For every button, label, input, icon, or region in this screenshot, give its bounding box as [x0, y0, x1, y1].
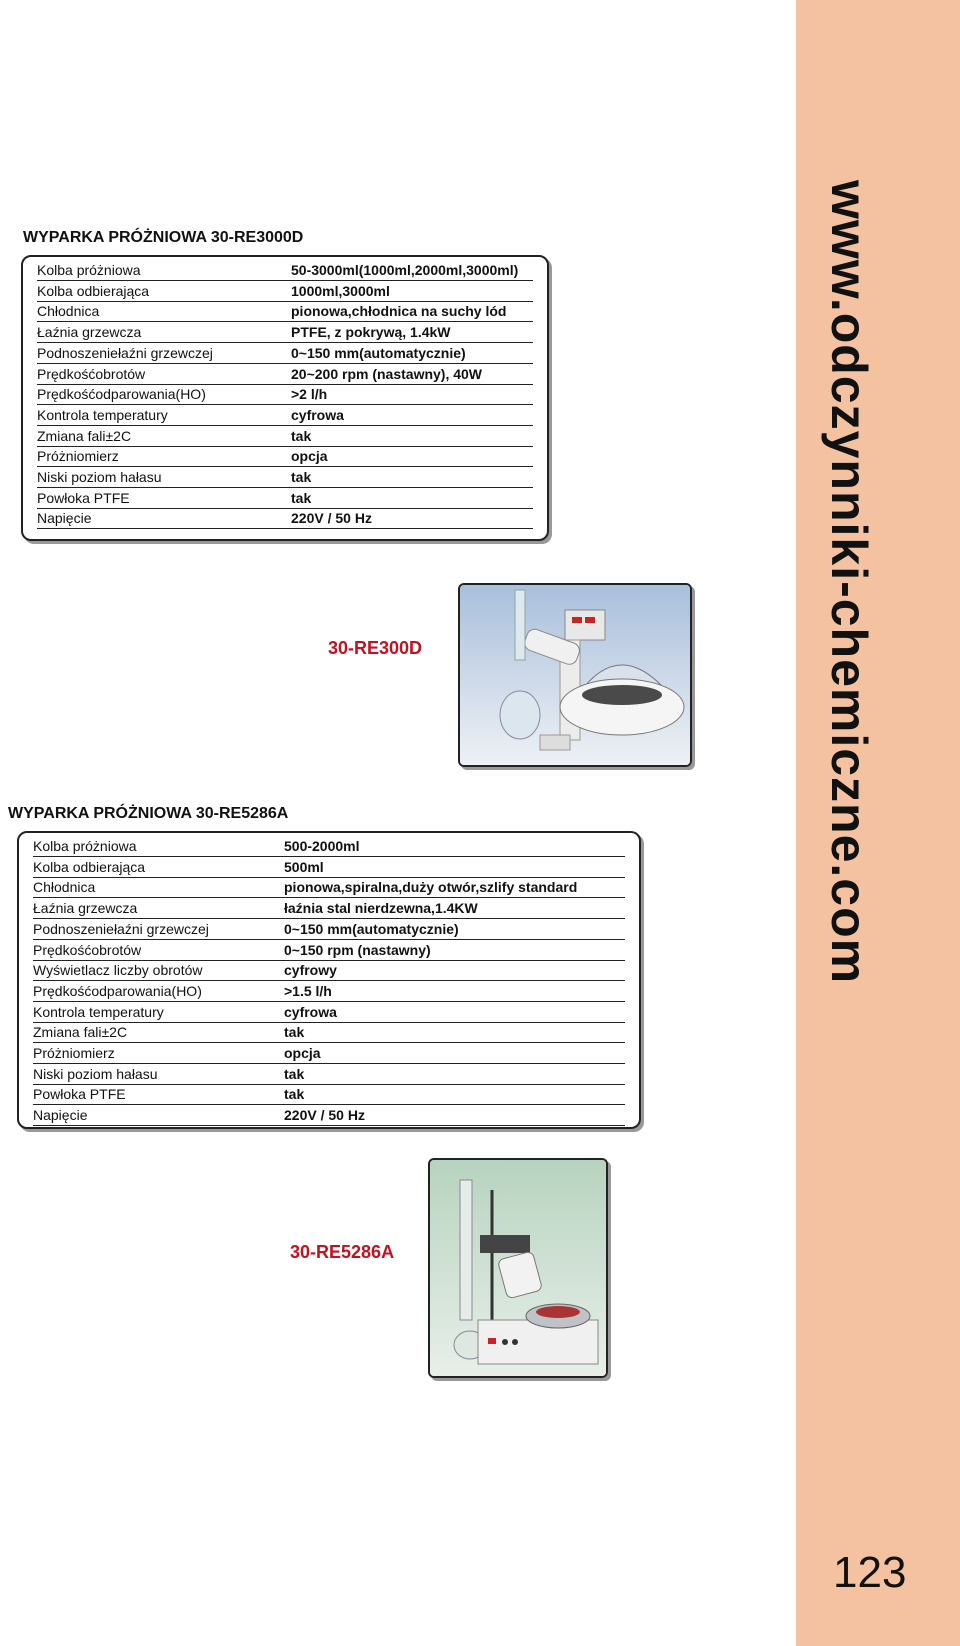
spec-value: cyfrowa: [284, 1003, 337, 1020]
product-photo: [428, 1158, 608, 1378]
spec-value: >1.5 l/h: [284, 982, 332, 999]
site-url: www.odczynniki-chemiczne.com: [821, 180, 877, 985]
spec-value: 0~150 mm(automatycznie): [291, 344, 466, 361]
spec-label: Kolba próżniowa: [37, 262, 141, 278]
spec-label: Próżniomierz: [37, 448, 119, 465]
table-row: [33, 1083, 625, 1105]
spec-label: Chłodnica: [33, 879, 96, 896]
spec-label: Kontrola temperatury: [33, 1003, 164, 1020]
spec-label: Prędkośćodparowania(HO): [37, 386, 206, 403]
spec-value: 220V / 50 Hz: [291, 510, 372, 527]
spec-label: Niski poziom hałasu: [37, 469, 162, 485]
spec-label: Kontrola temperatury: [37, 406, 168, 423]
spec-label: Wyświetlacz liczby obrotów: [33, 962, 203, 979]
spec-label: Powłoka PTFE: [33, 1086, 126, 1103]
model-label: 30-RE300D: [328, 638, 423, 658]
table-row: [37, 445, 533, 467]
table-row: [37, 363, 533, 385]
spec-value: 500-2000ml: [284, 838, 360, 854]
spec-label: Powłoka PTFE: [37, 489, 130, 506]
spec-label: Podnoszeniełaźni grzewczej: [37, 344, 213, 361]
spec-label: Napięcie: [33, 1107, 88, 1124]
table-row: [37, 466, 533, 488]
spec-label: Napięcie: [37, 510, 92, 527]
model-label: 30-RE5286A: [290, 1242, 395, 1262]
table-row: [37, 507, 533, 529]
spec-value: opcja: [291, 448, 328, 465]
spec-value: 50-3000ml(1000ml,2000ml,3000ml): [291, 262, 519, 278]
spec-label: Kolba odbierająca: [33, 858, 146, 875]
spec-value: 20~200 rpm (nastawny), 40W: [291, 365, 483, 382]
table-row: [37, 259, 533, 281]
spec-value: 220V / 50 Hz: [284, 1107, 365, 1124]
spec-label: Prędkośćobrotów: [37, 365, 146, 382]
spec-value: tak: [291, 427, 312, 444]
spec-value: 500ml: [284, 858, 324, 875]
table-row: [33, 1104, 625, 1126]
spec-value: tak: [284, 1065, 305, 1082]
spec-value: 0~150 rpm (nastawny): [284, 941, 431, 958]
spec-value: pionowa,spiralna,duży otwór,szlify standard: [284, 879, 578, 896]
spec-value: 1000ml,3000ml: [291, 282, 390, 299]
spec-label: Prędkośćodparowania(HO): [33, 982, 202, 999]
spec-label: Kolba próżniowa: [33, 838, 137, 854]
table-row: [33, 980, 625, 1002]
spec-value: cyfrowy: [284, 962, 337, 979]
table-row: [37, 280, 533, 302]
spec-value: opcja: [284, 1045, 321, 1061]
section-title: WYPARKA PRÓŻNIOWA 30-RE5286A: [8, 805, 289, 822]
spec-label: Próżniomierz: [33, 1045, 115, 1061]
spec-value: pionowa,chłodnica na suchy lód: [291, 303, 507, 320]
table-row: [37, 425, 533, 447]
spec-value: tak: [291, 489, 312, 506]
table-row: [33, 1063, 625, 1085]
spec-label: Niski poziom hałasu: [33, 1065, 158, 1082]
spec-label: Prędkośćobrotów: [33, 941, 142, 958]
spec-value: łaźnia stal nierdzewna,1.4KW: [284, 900, 478, 917]
spec-label: Kolba odbierająca: [37, 282, 150, 299]
table-row: [37, 300, 533, 322]
spec-label: Zmiana fali±2C: [33, 1024, 128, 1041]
spec-value: cyfrowa: [291, 406, 344, 423]
table-row: [33, 939, 625, 961]
spec-value: 0~150 mm(automatycznie): [284, 920, 459, 937]
table-row: [33, 918, 625, 940]
spec-value: tak: [284, 1024, 305, 1041]
spec-table: [17, 831, 641, 1129]
table-row: [33, 897, 625, 919]
spec-label: Łaźnia grzewcza: [33, 900, 138, 917]
spec-table: [21, 255, 549, 541]
spec-label: Chłodnica: [37, 303, 100, 320]
table-row: [33, 1001, 625, 1023]
product-photo: [458, 583, 692, 767]
table-row: [33, 959, 625, 981]
table-row: [37, 321, 533, 343]
table-row: [37, 342, 533, 364]
table-row: [33, 856, 625, 878]
spec-value: PTFE, z pokrywą, 1.4kW: [291, 324, 451, 341]
table-row: [37, 383, 533, 405]
spec-label: Łaźnia grzewcza: [37, 324, 142, 341]
table-row: [33, 1042, 625, 1064]
table-row: [37, 404, 533, 426]
page-number: 123: [833, 1548, 907, 1597]
section-title: WYPARKA PRÓŻNIOWA 30-RE3000D: [23, 229, 304, 246]
table-row: [33, 1021, 625, 1043]
table-row: [33, 835, 625, 857]
spec-value: tak: [284, 1086, 305, 1103]
spec-label: Zmiana fali±2C: [37, 427, 132, 444]
spec-value: >2 l/h: [291, 386, 328, 403]
table-row: [37, 487, 533, 509]
spec-value: tak: [291, 469, 312, 485]
spec-label: Podnoszeniełaźni grzewczej: [33, 920, 209, 937]
table-row: [33, 876, 625, 898]
